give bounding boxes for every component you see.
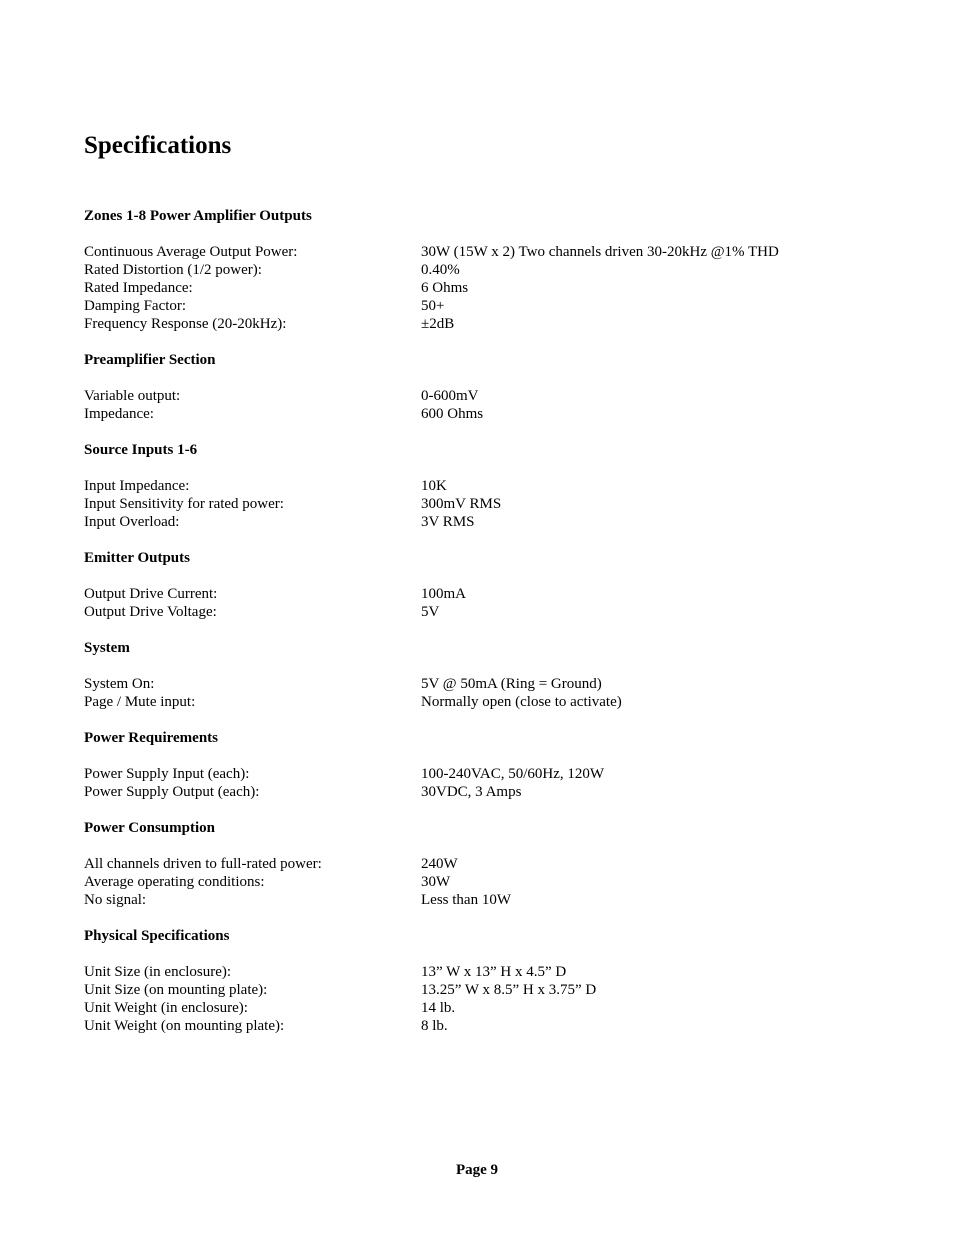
- spec-row: [84, 999, 884, 1017]
- section-heading: Preamplifier Section: [84, 352, 216, 368]
- spec-label: No signal:: [84, 892, 147, 908]
- section-heading: System: [84, 640, 130, 656]
- spec-row: [84, 387, 884, 405]
- spec-row: [84, 963, 884, 981]
- spec-value: 0-600mV: [421, 388, 479, 404]
- spec-value: 300mV RMS: [421, 496, 502, 512]
- page-number: Page 9: [455, 1162, 499, 1178]
- section-heading: Power Consumption: [84, 820, 215, 836]
- spec-label: Impedance:: [84, 406, 154, 422]
- spec-label: Unit Size (on mounting plate):: [84, 982, 268, 998]
- spec-value: 600 Ohms: [421, 406, 484, 422]
- spec-rows: [84, 477, 884, 531]
- spec-rows: [84, 765, 884, 801]
- spec-label: Input Overload:: [84, 514, 180, 530]
- spec-label: Rated Distortion (1/2 power):: [84, 262, 262, 278]
- spec-value: 10K: [421, 478, 447, 494]
- spec-label: Unit Size (in enclosure):: [84, 964, 232, 980]
- spec-label: Input Sensitivity for rated power:: [84, 496, 284, 512]
- section-heading: Zones 1-8 Power Amplifier Outputs: [84, 208, 312, 224]
- spec-section: [84, 207, 884, 333]
- spec-row: [84, 405, 884, 423]
- spec-row: [84, 855, 884, 873]
- spec-value: 14 lb.: [421, 1000, 456, 1016]
- spec-section: [84, 441, 884, 531]
- spec-rows: [84, 675, 884, 711]
- spec-value: Normally open (close to activate): [421, 694, 622, 710]
- spec-label: Average operating conditions:: [84, 874, 265, 890]
- spec-rows: [84, 243, 884, 333]
- spec-row: [84, 1017, 884, 1035]
- spec-value: 5V: [421, 604, 440, 620]
- spec-label: Power Supply Output (each):: [84, 784, 260, 800]
- section-heading: Physical Specifications: [84, 928, 230, 944]
- spec-value: 50+: [421, 298, 445, 314]
- spec-row: [84, 783, 884, 801]
- spec-label: Page / Mute input:: [84, 694, 196, 710]
- spec-value: 13.25” W x 8.5” H x 3.75” D: [421, 982, 597, 998]
- section-heading: Emitter Outputs: [84, 550, 190, 566]
- spec-value: 0.40%: [421, 262, 460, 278]
- spec-section: [84, 639, 884, 711]
- spec-row: [84, 585, 884, 603]
- spec-section: [84, 729, 884, 801]
- spec-row: [84, 477, 884, 495]
- spec-row: [84, 891, 884, 909]
- spec-rows: [84, 855, 884, 909]
- spec-row: [84, 603, 884, 621]
- spec-value: 5V @ 50mA (Ring = Ground): [421, 676, 602, 692]
- spec-value: 100-240VAC, 50/60Hz, 120W: [421, 766, 605, 782]
- spec-rows: [84, 585, 884, 621]
- section-heading: Source Inputs 1-6: [84, 442, 198, 458]
- spec-label: Frequency Response (20-20kHz):: [84, 316, 287, 332]
- page-title: Specifications: [84, 132, 232, 159]
- spec-row: [84, 495, 884, 513]
- spec-row: [84, 243, 884, 261]
- spec-label: Power Supply Input (each):: [84, 766, 250, 782]
- spec-value: 240W: [421, 856, 458, 872]
- spec-section: [84, 351, 884, 423]
- spec-row: [84, 297, 884, 315]
- spec-label: Output Drive Current:: [84, 586, 218, 602]
- spec-label: All channels driven to full-rated power:: [84, 856, 322, 872]
- spec-value: 8 lb.: [421, 1018, 448, 1034]
- spec-row: [84, 315, 884, 333]
- spec-row: [84, 513, 884, 531]
- section-heading: Power Requirements: [84, 730, 219, 746]
- spec-value: 30VDC, 3 Amps: [421, 784, 522, 800]
- spec-label: Damping Factor:: [84, 298, 187, 314]
- spec-row: [84, 261, 884, 279]
- spec-section: [84, 819, 884, 909]
- spec-value: ±2dB: [421, 316, 455, 332]
- spec-section: [84, 927, 884, 1035]
- specifications-list: [84, 207, 884, 1053]
- spec-value: 3V RMS: [421, 514, 475, 530]
- spec-section: [84, 549, 884, 621]
- spec-value: 100mA: [421, 586, 466, 602]
- spec-rows: [84, 963, 884, 1035]
- spec-value: 30W (15W x 2) Two channels driven 30-20kHz @1% THD: [421, 244, 779, 260]
- spec-value: 6 Ohms: [421, 280, 469, 296]
- spec-label: Continuous Average Output Power:: [84, 244, 298, 260]
- spec-label: Variable output:: [84, 388, 181, 404]
- spec-row: [84, 765, 884, 783]
- spec-value: 30W: [421, 874, 451, 890]
- spec-row: [84, 981, 884, 999]
- spec-label: Input Impedance:: [84, 478, 190, 494]
- spec-row: [84, 693, 884, 711]
- spec-rows: [84, 387, 884, 423]
- spec-label: System On:: [84, 676, 155, 692]
- spec-label: Output Drive Voltage:: [84, 604, 217, 620]
- spec-row: [84, 279, 884, 297]
- spec-label: Rated Impedance:: [84, 280, 193, 296]
- spec-label: Unit Weight (in enclosure):: [84, 1000, 248, 1016]
- spec-row: [84, 873, 884, 891]
- spec-value: 13” W x 13” H x 4.5” D: [421, 964, 567, 980]
- spec-value: Less than 10W: [421, 892, 511, 908]
- spec-label: Unit Weight (on mounting plate):: [84, 1018, 285, 1034]
- spec-row: [84, 675, 884, 693]
